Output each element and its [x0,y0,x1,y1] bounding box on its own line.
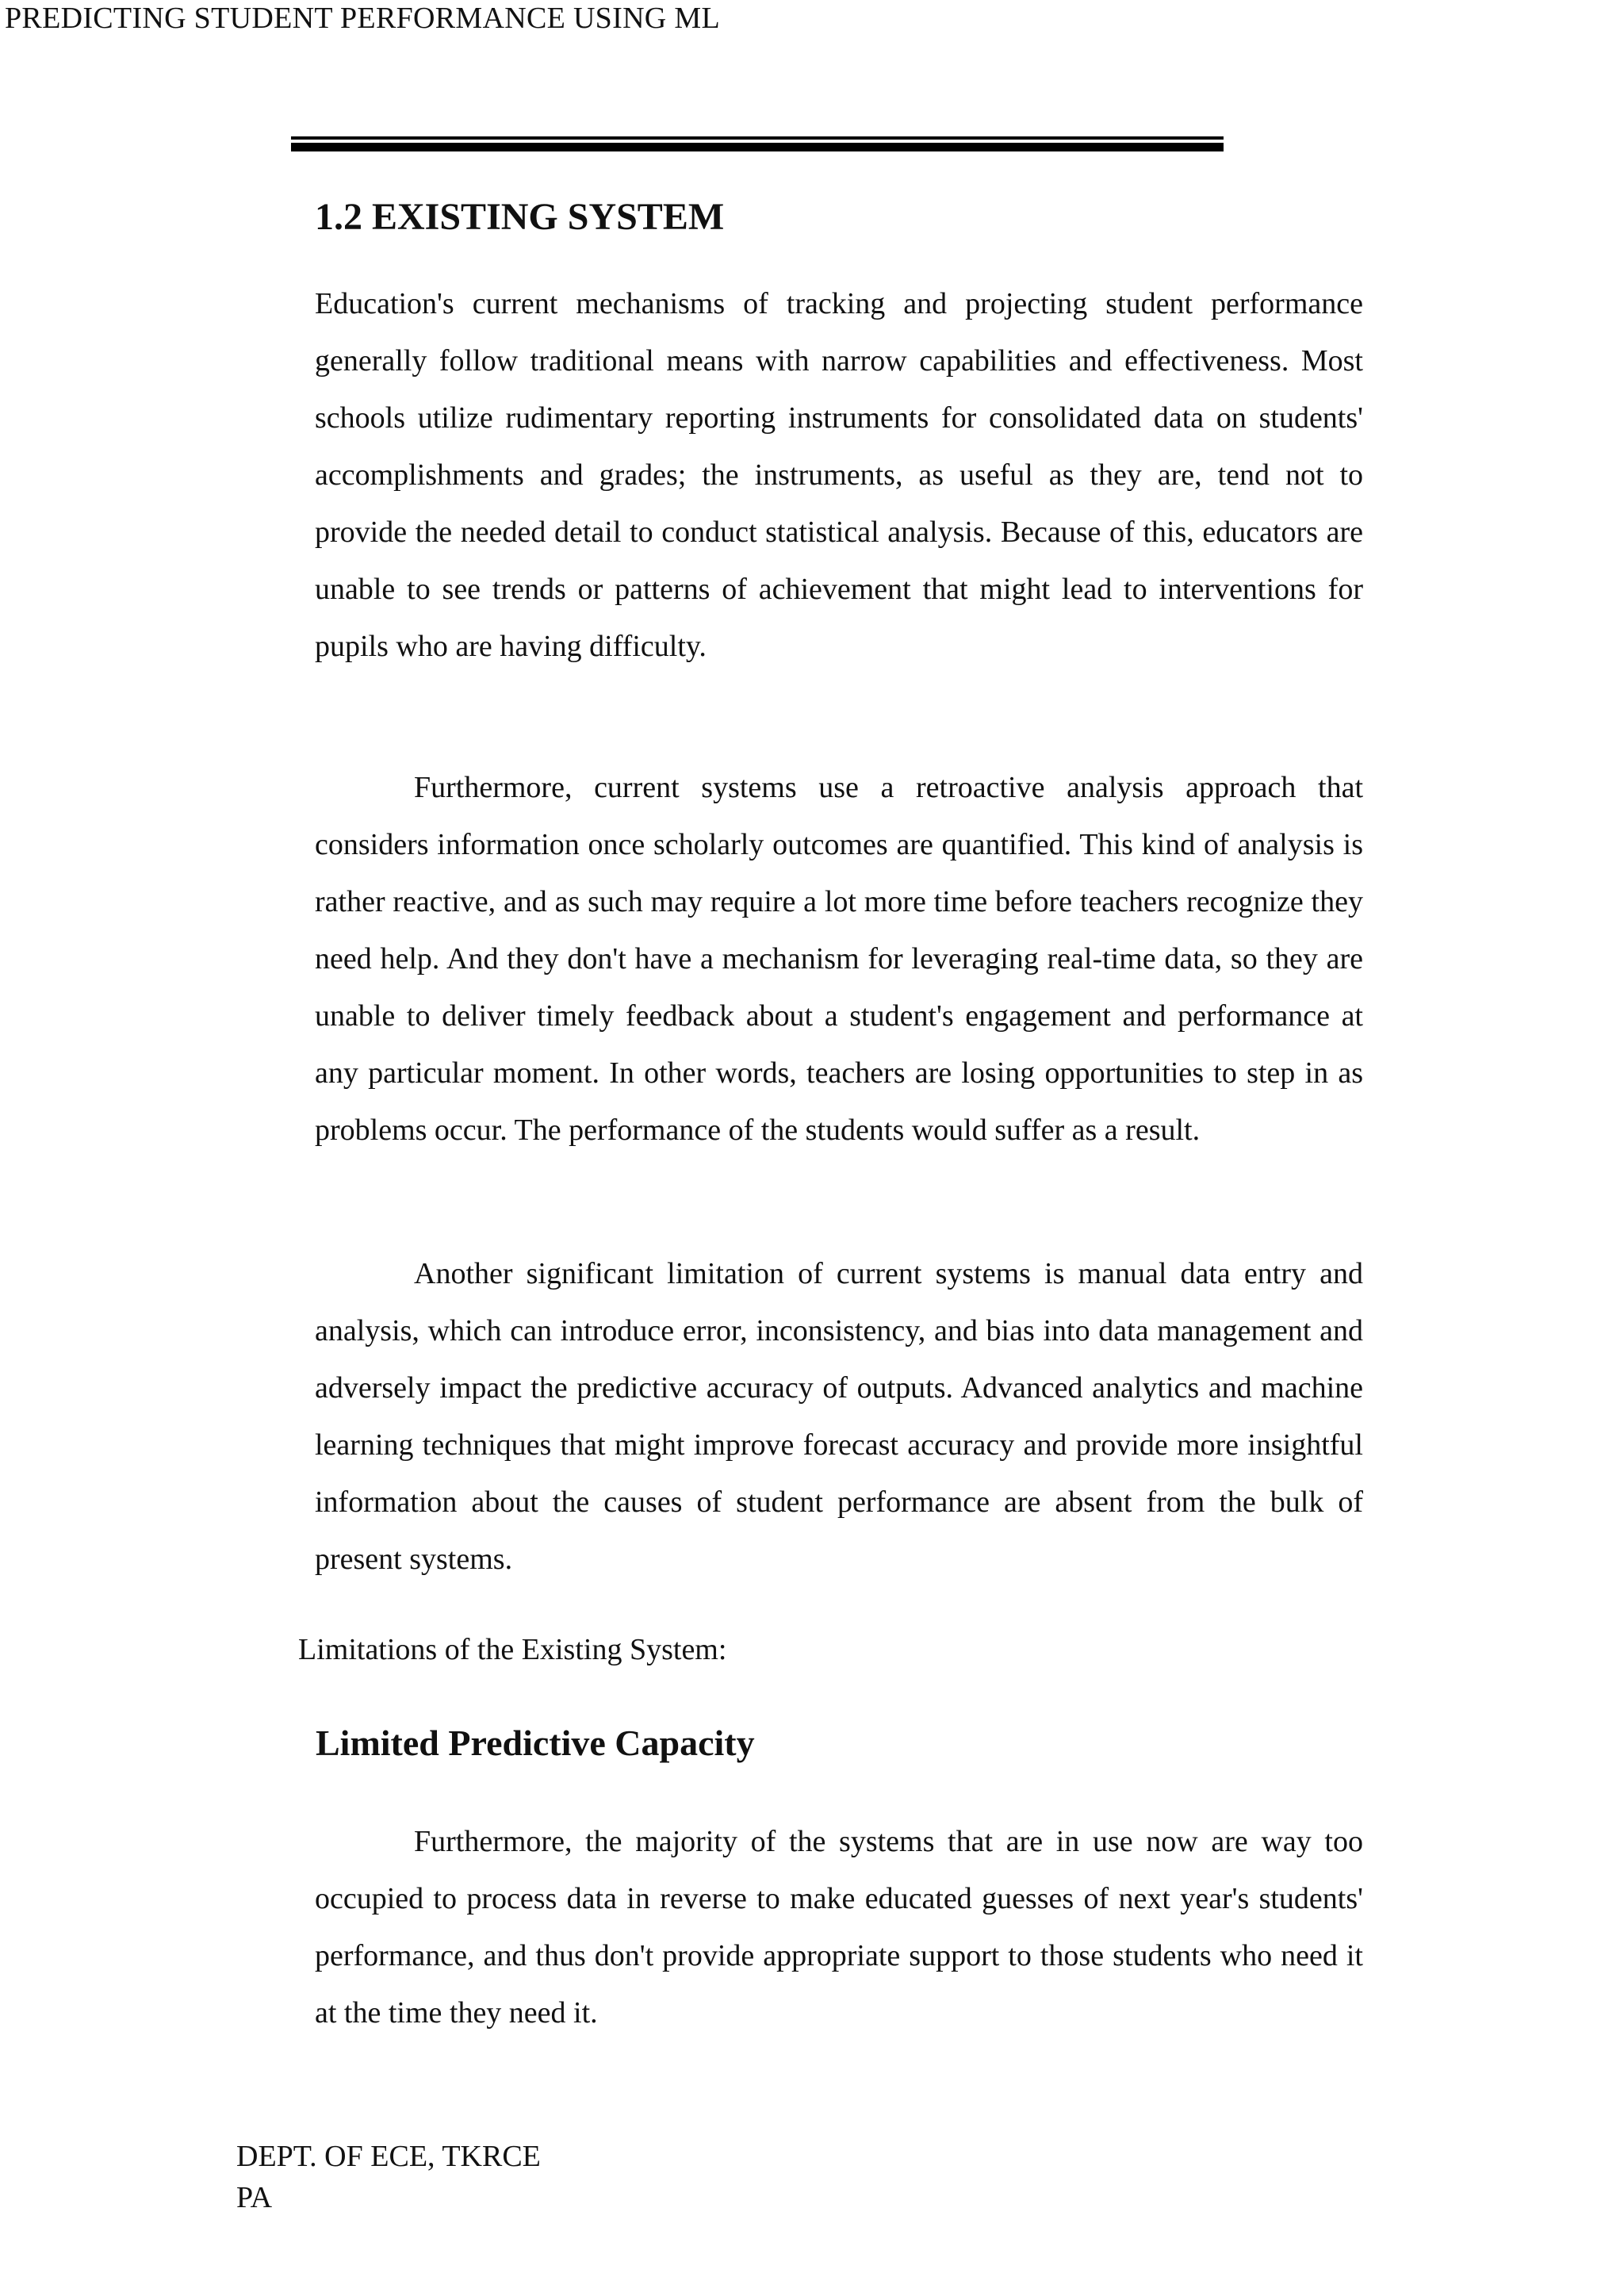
paragraph-1: Education's current mechanisms of tracking and projecting student performance generally follow traditional means with narrow capabilities and effectiveness. Most schools utilize rudimentary reporting instruments for consolidated data on students' accomplishments and grades; the instruments, as useful as they are, tend not to provide the needed detail to conduct statistical analysis. Because of this, educators are unable to see trends or patterns of achievement that might lead to interventions for pupils who are having difficulty. [315,287,1363,663]
running-header: PREDICTING STUDENT PERFORMANCE USING ML [5,2,720,35]
footer-department: DEPT. OF ECE, TKRCE [236,2140,541,2173]
paragraph-3: Another significant limitation of current systems is manual data entry and analysis, which can introduce error, inconsistency, and bias into data management and adversely impact the predictive accuracy of outputs. Advanced analytics and machine learning techniques that might improve forecast accuracy and provide more insightful information about the causes of student performance are absent from the bulk of present systems. [315,1257,1363,1576]
header-rule-thick [291,143,1224,151]
section-title: 1.2 EXISTING SYSTEM [315,196,725,238]
paragraph-2: Furthermore, current systems use a retroactive analysis approach that considers information once scholarly outcomes are quantified. This kind of analysis is rather reactive, and as such may require a lot more time before teachers recognize they need help. And they don't have a mechanism for leveraging real-time data, so they are unable to deliver timely feedback about a student's engagement and performance at any particular moment. In other words, teachers are losing opportunities to step in as problems occur. The performance of the students would suffer as a result. [315,771,1363,1147]
footer-cut-off-line: PA [236,2181,273,2214]
limitations-label: Limitations of the Existing System: [298,1633,727,1666]
header-rule-thin [291,136,1224,140]
paragraph-4: Furthermore, the majority of the systems that are in use now are way too occupied to process data in reverse to make educated guesses of next year's students' performance, and thus don't provide appropriate support to those students who need it at the time they need it. [315,1825,1363,2030]
subsection-title: Limited Predictive Capacity [316,1723,755,1763]
